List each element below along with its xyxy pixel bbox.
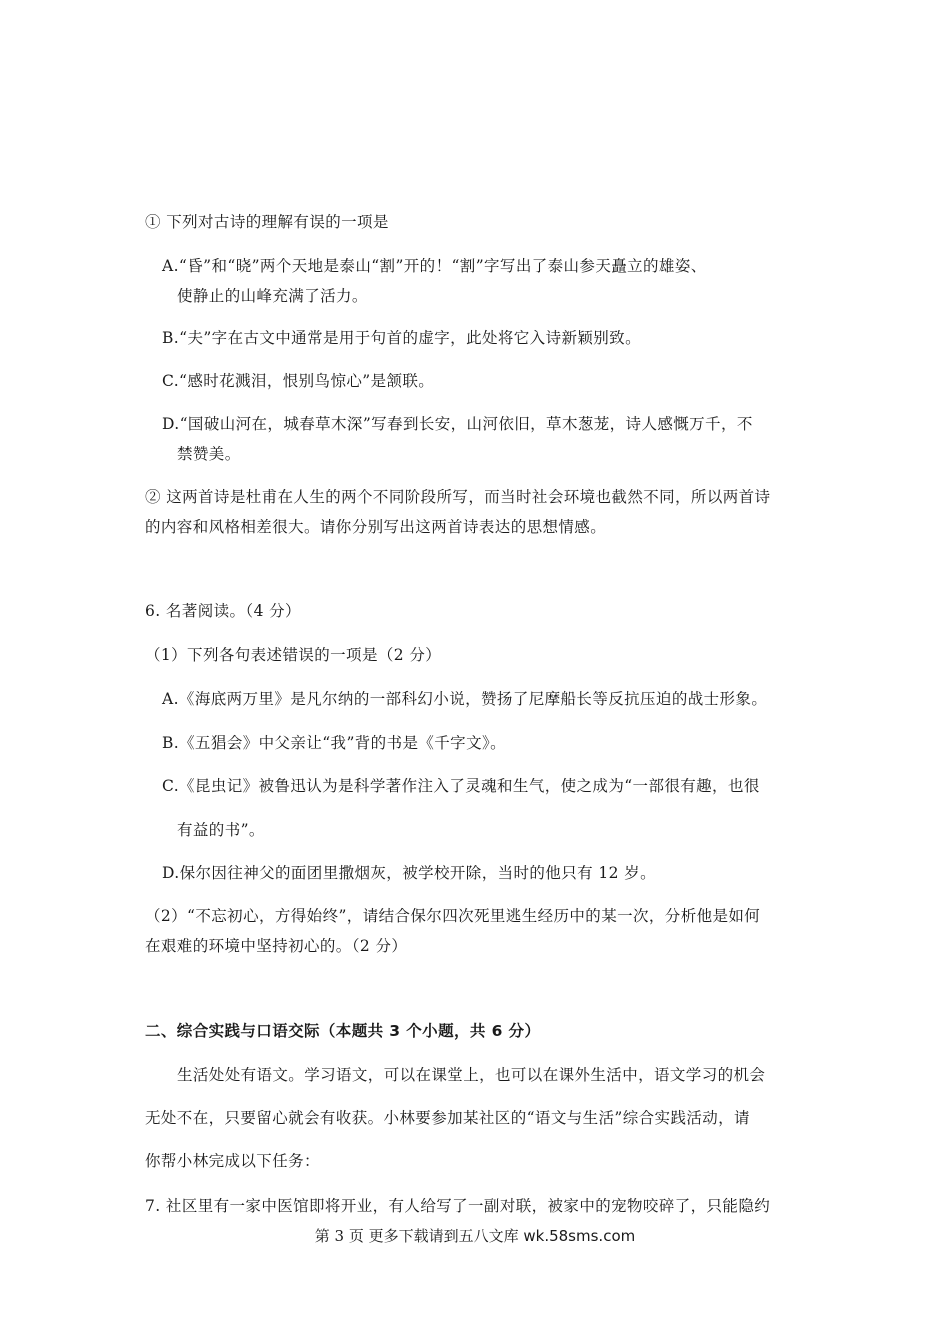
page-footer — [0, 1226, 950, 1246]
q7-line1: 7. 社区里有一家中医馆即将开业，有人给写了一副对联，被家中的宠物咬碎了，只能隐约 — [145, 1197, 771, 1215]
q6-sub1-stem: （1）下列各句表述错误的一项是（2 分） — [145, 646, 442, 664]
q5-option-a-line1: A.“昏”和“晓”两个天地是泰山“割”开的！“割”字写出了泰山参天矗立的雄姿、 — [162, 257, 707, 275]
q5-sub2-line1: ② 这两首诗是杜甫在人生的两个不同阶段所写，而当时社会环境也截然不同，所以两首诗 — [145, 488, 771, 506]
q5-option-c: C.“感时花溅泪，恨别鸟惊心”是颔联。 — [162, 372, 435, 390]
q5-sub2-line2: 的内容和风格相差很大。请你分别写出这两首诗表达的思想情感。 — [145, 518, 607, 536]
q5-option-d-line2: 禁赞美。 — [177, 445, 241, 463]
section2-heading: 二、综合实践与口语交际（本题共 3 个小题，共 6 分） — [145, 1022, 541, 1040]
q6-option-c-line2: 有益的书”。 — [177, 821, 265, 839]
q6-option-d: D.保尔因往神父的面团里撒烟灰，被学校开除，当时的他只有 12 岁。 — [162, 864, 656, 882]
q6-option-a: A.《海底两万里》是凡尔纳的一部科幻小说，赞扬了尼摩船长等反抗压迫的战士形象。 — [162, 690, 768, 708]
section2-paragraph-line1: 生活处处有语文。学习语文，可以在课堂上，也可以在课外生活中，语文学习的机会 — [177, 1066, 766, 1084]
q5-option-d-line1: D.“国破山河在，城春草木深”写春到长安，山河依旧，草木葱茏，诗人感慨万千，不 — [162, 415, 753, 433]
q6-option-c-line1: C.《昆虫记》被鲁迅认为是科学著作注入了灵魂和生气，使之成为“一部很有趣，也很 — [162, 777, 760, 795]
q5-sub1-stem: ① 下列对古诗的理解有误的一项是 — [145, 213, 389, 231]
footer-site-link[interactable]: wk.58sms.com — [523, 1227, 636, 1245]
section2-paragraph-line3: 你帮小林完成以下任务： — [145, 1152, 320, 1170]
q6-sub2-line2: 在艰难的环境中坚持初心的。（2 分） — [145, 937, 408, 955]
q6-option-b: B.《五猖会》中父亲让“我”背的书是《千字文》。 — [162, 734, 507, 752]
section2-paragraph-line2: 无处不在，只要留心就会有收获。小林要参加某社区的“语文与生活”综合实践活动，请 — [145, 1109, 750, 1127]
q5-option-a-line2: 使静止的山峰充满了活力。 — [177, 287, 368, 305]
q6-title: 6. 名著阅读。（4 分） — [145, 602, 301, 620]
q5-option-b: B.“夫”字在古文中通常是用于句首的虚字，此处将它入诗新颖别致。 — [162, 329, 641, 347]
footer-page-text: 第 3 页 更多下载请到五八文库 — [314, 1227, 524, 1245]
q6-sub2-line1: （2）“不忘初心，方得始终”，请结合保尔四次死里逃生经历中的某一次，分析他是如何 — [145, 907, 761, 925]
